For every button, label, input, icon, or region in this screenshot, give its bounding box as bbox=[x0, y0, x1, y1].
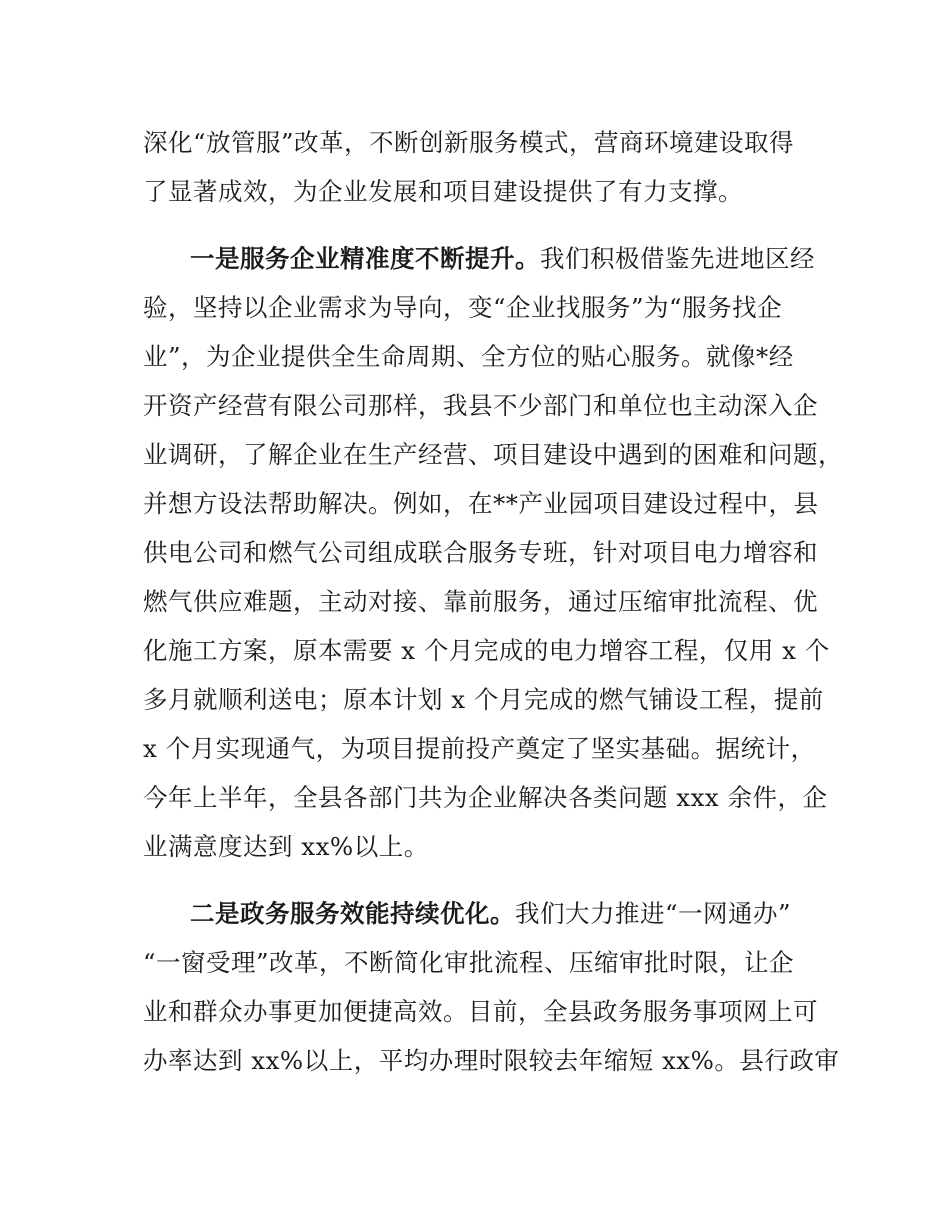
section1-line-8: 燃气供应难题，主动对接、靠前服务，通过压缩审批流程、优 bbox=[143, 587, 818, 616]
section1-line-11: x 个月实现通气，为项目提前投产奠定了坚实基础。据统计， bbox=[143, 734, 816, 763]
section2-line-3: 业和群众办事更加便捷高效。目前，全县政务服务事项网上可 bbox=[143, 997, 818, 1026]
section1-line-7: 供电公司和燃气公司组成联合服务专班，针对项目电力增容和 bbox=[143, 538, 818, 567]
section1-line-10: 多月就顺利送电；原本计划 x 个月完成的燃气铺设工程，提前 bbox=[143, 685, 824, 714]
intro-line-2: 了显著成效，为企业发展和项目建设提供了有力支撑。 bbox=[143, 177, 743, 206]
section1-line-9: 化施工方案，原本需要 x 个月完成的电力增容工程，仅用 x 个 bbox=[143, 636, 830, 665]
section1-line-3: 业”，为企业提供全生命周期、全方位的贴心服务。就像*经 bbox=[143, 342, 794, 371]
section1-line-12: 今年上半年，全县各部门共为企业解决各类问题 xxx 余件，企 bbox=[143, 783, 828, 812]
section1-line-5: 业调研，了解企业在生产经营、项目建设中遇到的困难和问题， bbox=[143, 440, 843, 469]
section2-first-line bbox=[190, 898, 791, 930]
section2-line-2: “一窗受理”改革，不断简化审批流程、压缩审批时限，让企 bbox=[143, 948, 795, 977]
intro-line-1: 深化“放管服”改革，不断创新服务模式，营商环境建设取得 bbox=[143, 128, 795, 157]
section1-heading: 一是服务企业精准度不断提升。 bbox=[190, 244, 540, 273]
section2-heading: 二是政务服务效能持续优化。 bbox=[190, 899, 515, 928]
section2-first-line-text: 我们大力推进“一网通办” bbox=[515, 899, 792, 928]
section1-line-2: 验，坚持以企业需求为导向，变“企业找服务”为“服务找企 bbox=[143, 293, 783, 322]
section1-line-13: 业满意度达到 xx%以上。 bbox=[143, 832, 429, 861]
section1-first-line bbox=[190, 243, 815, 275]
section2-line-4: 办率达到 xx%以上，平均办理时限较去年缩短 xx%。县行政审 bbox=[143, 1046, 840, 1075]
section1-first-line-text: 我们积极借鉴先进地区经 bbox=[540, 244, 815, 273]
section1-line-4: 开资产经营有限公司那样，我县不少部门和单位也主动深入企 bbox=[143, 391, 818, 420]
section1-line-6: 并想方设法帮助解决。例如，在**产业园项目建设过程中，县 bbox=[143, 489, 819, 518]
